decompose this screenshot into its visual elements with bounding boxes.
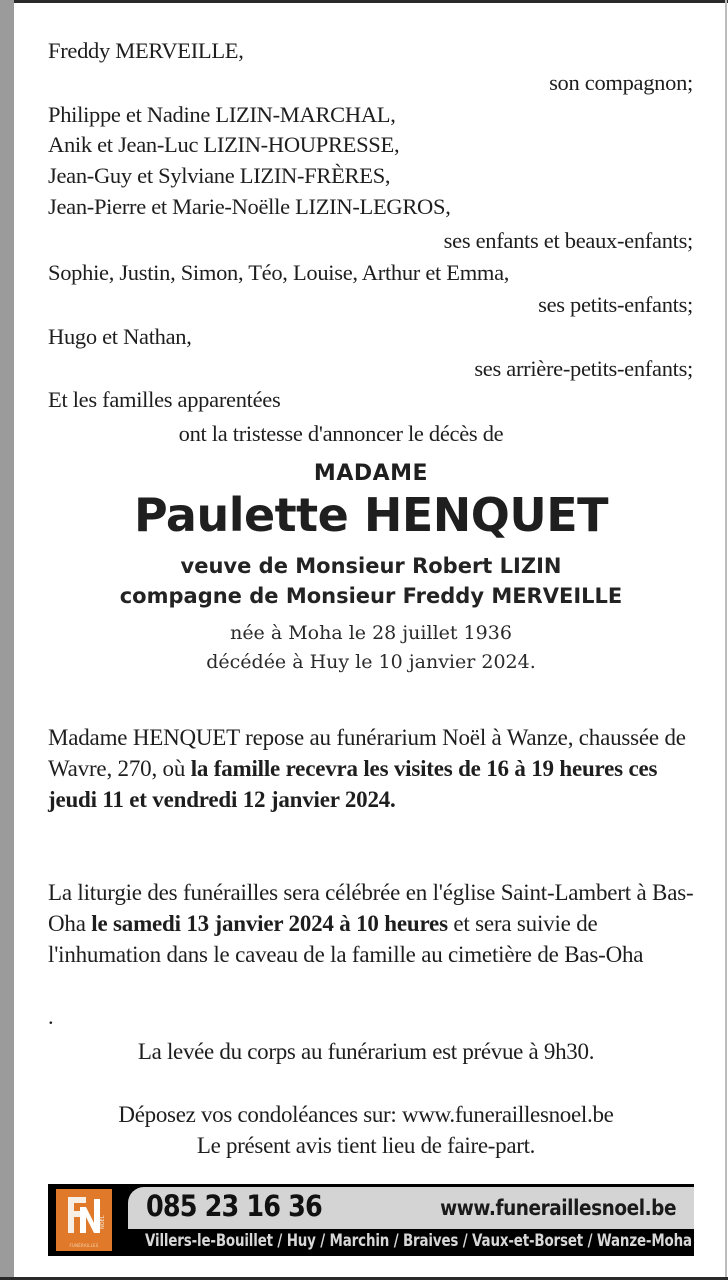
frame-left-bar [0, 0, 14, 1280]
visitation-text: Madame HENQUET repose au funérarium Noël à Wanze, chaussée de Wavre, 270, où [48, 725, 686, 781]
grandchildren-relation: ses petits-enfants; [538, 292, 693, 317]
grandchildren: Sophie, Justin, Simon, Téo, Louise, Arthur et Emma, [48, 260, 510, 285]
funeral-text-1: La liturgie des funérailles sera célébrée en l'église Saint-Lambert à Bas-Oha [48, 880, 694, 936]
funeral-home-banner [48, 1184, 694, 1256]
partner-name: Freddy MERVEILLE, [48, 38, 244, 63]
logo-side-text: NOËL [100, 1215, 106, 1229]
towns-list: Villers-le-Bouillet / Huy / Marchin / Braives / Vaux-et-Borset / Wanze-Moha [145, 1231, 692, 1251]
stray-dot: . [48, 1004, 54, 1029]
funeral-datetime: le samedi 13 janvier 2024 à 10 heures [91, 911, 448, 936]
great-grandchildren: Hugo et Nathan, [48, 324, 192, 349]
partner-relation: son compagnon; [549, 70, 693, 95]
deceased-name: Paulette HENQUET [133, 488, 609, 542]
visitation-times: la famille recevra les visites de 16 à 19 heures ces jeudi 11 et vendredi 12 janvier 2024. [48, 756, 658, 812]
funeral-paragraph [48, 877, 698, 970]
widow-of: veuve de Monsieur Robert LIZIN [180, 554, 562, 578]
frame-top-border [0, 0, 728, 3]
children-relation: ses enfants et beaux-enfants; [443, 228, 693, 253]
child-line: Philippe et Nadine LIZIN-MARCHAL, [48, 102, 396, 127]
visitation-paragraph [48, 722, 698, 815]
fn-logo-icon [60, 1193, 108, 1237]
great-grandchildren-relation: ses arrière-petits-enfants; [474, 356, 693, 381]
logo-bottom-text: FUNÉRAILLES [69, 1243, 99, 1248]
notice-text: Le présent avis tient lieu de faire-part. [196, 1133, 536, 1158]
departure-info: La levée du corps au funérarium est prévue à 9h30. [137, 1039, 595, 1064]
birth-info: née à Moha le 28 juillet 1936 [230, 622, 512, 644]
phone-number[interactable]: 085 23 16 36 [146, 1189, 322, 1223]
death-info: décédée à Huy le 10 janvier 2024. [206, 651, 536, 673]
condolences-text: Déposez vos condoléances sur: www.funeraillesnoel.be [118, 1102, 614, 1127]
funeral-home-logo [56, 1189, 112, 1251]
announcement: ont la tristesse d'annoncer le décès de [178, 421, 504, 446]
child-line: Anik et Jean-Luc LIZIN-HOUPRESSE, [48, 132, 400, 157]
partner-of: compagne de Monsieur Freddy MERVEILLE [119, 584, 623, 608]
child-line: Jean-Pierre et Marie-Noëlle LIZIN-LEGROS, [48, 194, 451, 219]
child-line: Jean-Guy et Sylviane LIZIN-FRÈRES, [48, 163, 391, 188]
funeral-text-2: et sera suivie de l'inhumation dans le caveau de la famille au cimetière de Bas-Oha [48, 911, 644, 967]
related-families: Et les familles apparentées [48, 387, 281, 412]
website-link[interactable]: www.funeraillesnoel.be [440, 1196, 676, 1220]
deceased-title: MADAME [313, 461, 429, 486]
